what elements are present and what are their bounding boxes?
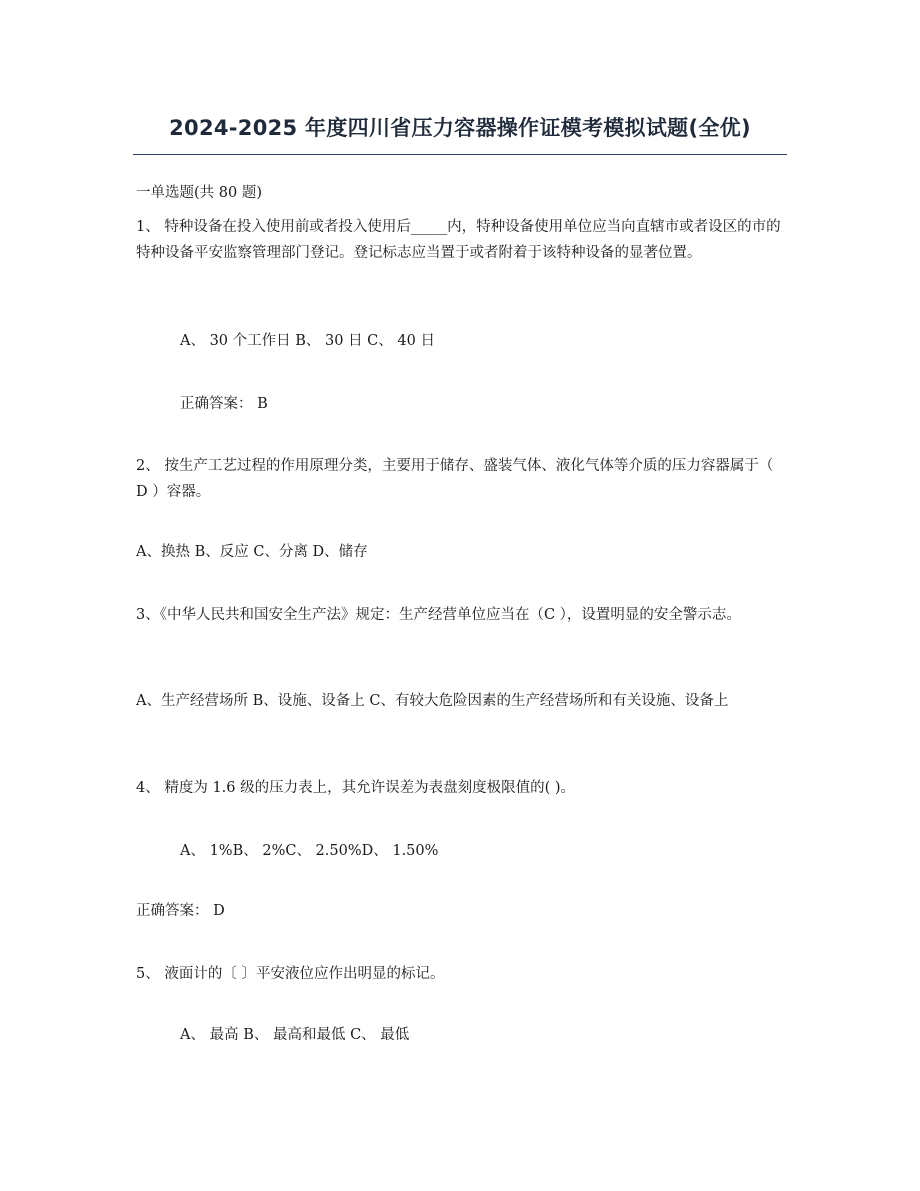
- title-divider: [133, 154, 787, 155]
- question-3-options: A、生产经营场所 B、设施、设备上 C、有较大危险因素的生产经营场所和有关设施、设备上: [136, 693, 729, 709]
- question-1-text: 1、 特种设备在投入使用前或者投入使用后_____内，特种设备使用单位应当向直辖市或者设区的市的特种设备平安监察管理部门登记。登记标志应当置于或者附着于该特种设备的显著位置。: [136, 219, 781, 261]
- question-1-options: A、 30 个工作日 B、 30 日 C、 40 日: [180, 333, 435, 349]
- question-5-text: 5、 液面计的〔 〕平安液位应作出明显的标记。: [136, 966, 445, 982]
- question-4-options: A、 1%B、 2%C、 2.50%D、 1.50%: [180, 843, 439, 859]
- question-3-text: 3、《中华人民共和国安全生产法》规定：生产经营单位应当在（C ），设置明显的安全警示志。: [136, 607, 741, 623]
- question-4-answer: 正确答案： D: [136, 903, 225, 919]
- document-title: 2024-2025 年度四川省压力容器操作证模考模拟试题(全优): [169, 116, 751, 140]
- section-heading: 一单选题(共 80 题): [136, 185, 262, 201]
- question-4-text: 4、 精度为 1.6 级的压力表上，其允许误差为表盘刻度极限值的( )。: [136, 780, 576, 796]
- question-2-text: 2、 按生产工艺过程的作用原理分类，主要用于储存、盛装气体、液化气体等介质的压力容器属于（ D ）容器。: [136, 458, 774, 500]
- question-1-answer: 正确答案： B: [180, 396, 268, 412]
- question-5-options: A、 最高 B、 最高和最低 C、 最低: [180, 1027, 410, 1043]
- question-2-options: A、换热 B、反应 C、分离 D、储存: [136, 544, 368, 560]
